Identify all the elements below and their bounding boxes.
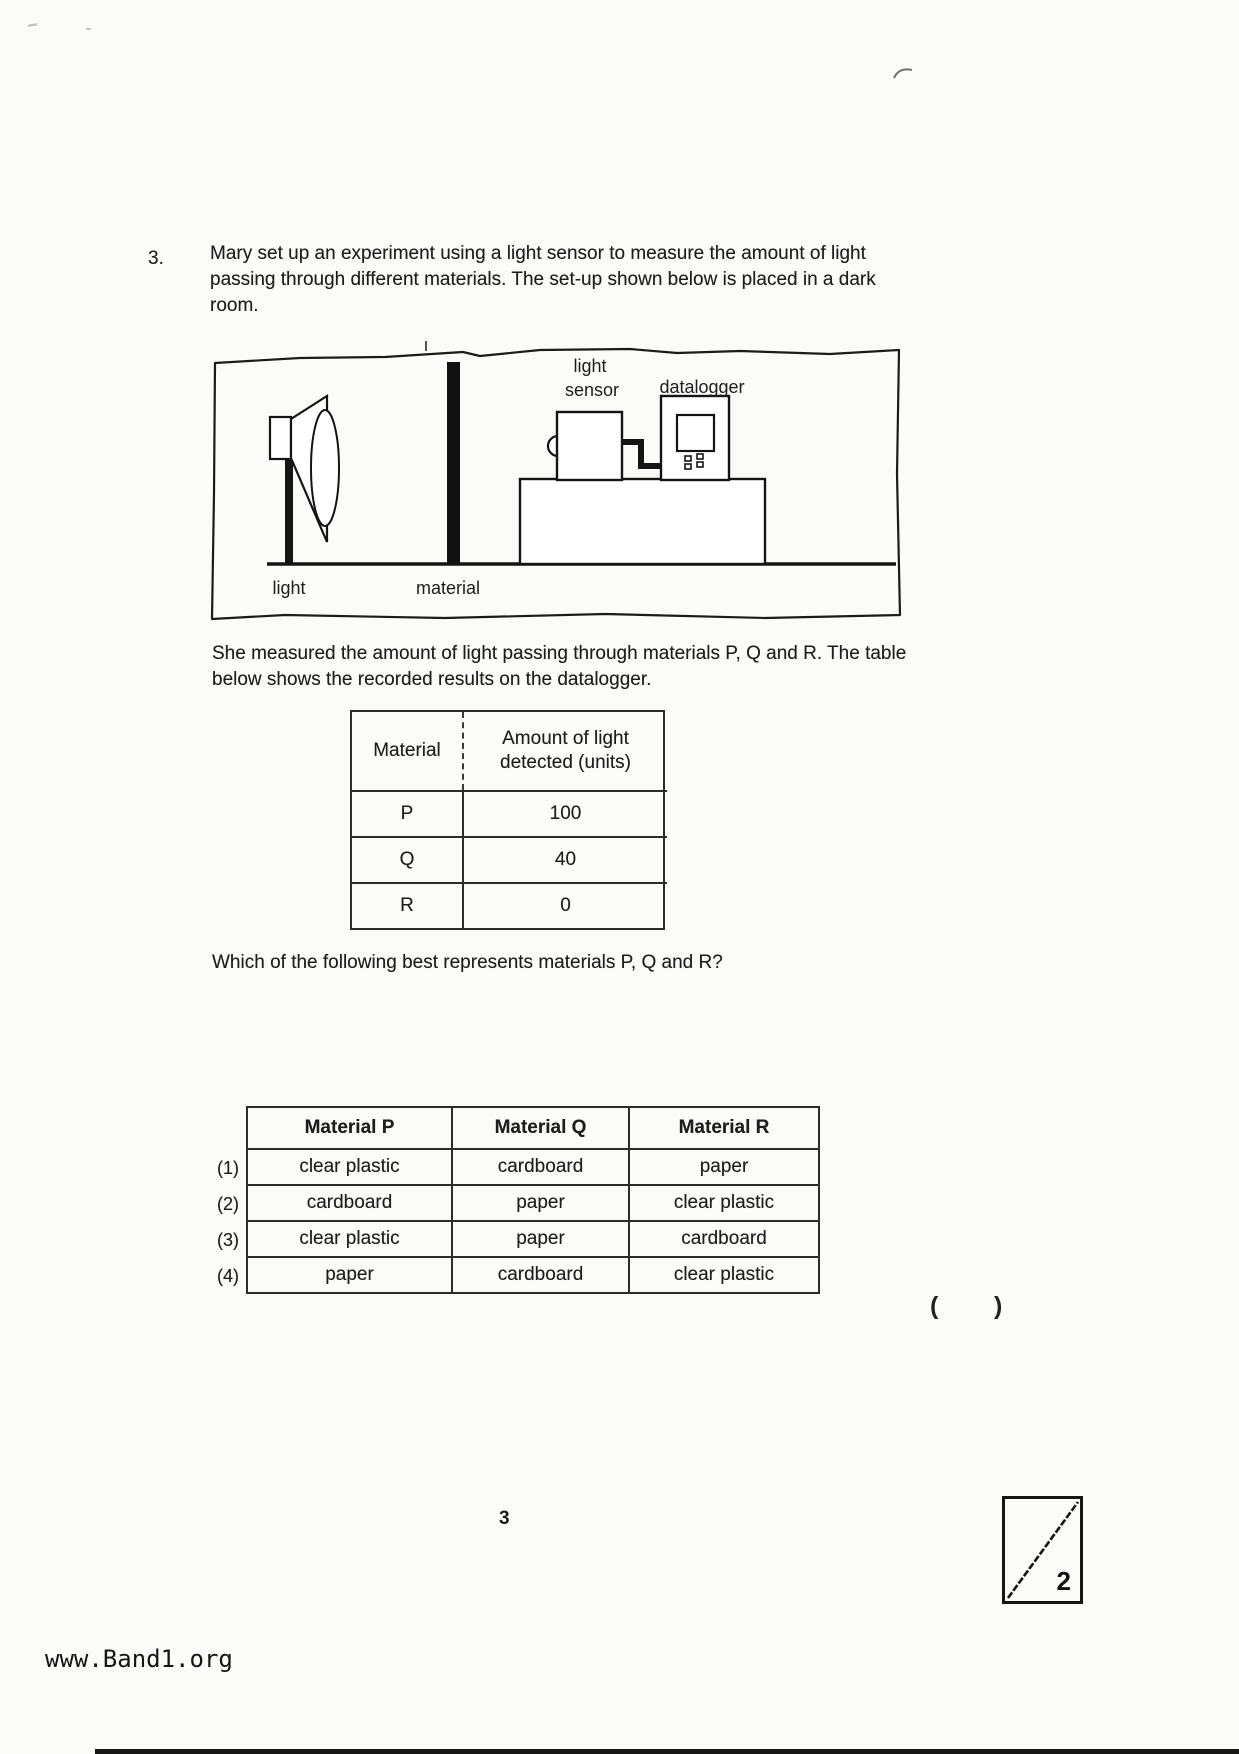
option-number: (4) (217, 1265, 239, 1286)
results-header-amount: Amount of light detected (units) (462, 712, 667, 790)
question-intro-text: Mary set up an experiment using a light sensor to measure the amount of light passing through different materials. The set-up shown below is placed in a dark room. (210, 243, 876, 316)
answer-bracket-open: ( (930, 1292, 939, 1320)
option-cell: cardboard (630, 1222, 820, 1258)
diagram-label-light-sensor-line1: light (573, 356, 607, 376)
options-table (208, 1106, 820, 1294)
diagram-label-material: material (415, 578, 481, 598)
material-bar (447, 362, 460, 564)
results-row-amount: 100 (462, 790, 667, 836)
answer-bracket-close: ) (994, 1292, 1003, 1320)
option-cell: clear plastic (246, 1150, 453, 1186)
option-cell: cardboard (246, 1186, 453, 1222)
light-sensor-icon (548, 412, 622, 480)
measurement-text: She measured the amount of light passing through materials P, Q and R. The table below shows the recorded results on the datalogger. (212, 643, 907, 690)
option-number: (1) (217, 1157, 239, 1178)
results-header-material: Material (373, 740, 441, 761)
light-source-icon (270, 396, 339, 564)
options-header-material-q: Material Q (453, 1106, 630, 1150)
results-row-amount: 40 (462, 836, 667, 882)
option-cell: cardboard (453, 1258, 630, 1294)
question-prompt: Which of the following best represents materials P, Q and R? (212, 952, 723, 973)
option-cell: cardboard (453, 1150, 630, 1186)
diagram-label-light: light (272, 578, 306, 598)
options-header-material-p: Material P (246, 1106, 453, 1150)
option-number: (2) (217, 1193, 239, 1214)
datalogger-icon (661, 396, 729, 480)
option-cell: clear plastic (246, 1222, 453, 1258)
option-cell: paper (246, 1258, 453, 1294)
option-cell: clear plastic (630, 1258, 820, 1294)
option-cell: paper (453, 1222, 630, 1258)
bench (520, 479, 765, 564)
results-row-material: R (352, 882, 462, 928)
corner-box-number: 2 (1056, 1566, 1071, 1596)
page-number: 3 (499, 1508, 510, 1529)
footer-site-url: www.Band1.org (45, 1645, 233, 1673)
results-table (350, 710, 665, 930)
options-header-material-r: Material R (630, 1106, 820, 1150)
option-cell: clear plastic (630, 1186, 820, 1222)
diagram-label-light-sensor-line2: sensor (564, 380, 620, 400)
results-row-material: Q (352, 836, 462, 882)
diagram-label-datalogger: datalogger (659, 377, 745, 397)
scan-artifact (892, 64, 912, 80)
marks-corner-box (1002, 1496, 1083, 1604)
question-number: 3. (148, 248, 164, 269)
option-number-blank (208, 1106, 246, 1150)
scan-artifact (28, 23, 37, 27)
scan-artifact (86, 28, 91, 30)
option-cell: paper (630, 1150, 820, 1186)
sensor-wire (621, 442, 663, 466)
results-row-material: P (352, 790, 462, 836)
option-number: (3) (217, 1229, 239, 1250)
scan-bottom-edge (95, 1749, 1239, 1754)
experiment-setup-diagram (205, 344, 902, 622)
results-row-amount: 0 (462, 882, 667, 928)
option-cell: paper (453, 1186, 630, 1222)
